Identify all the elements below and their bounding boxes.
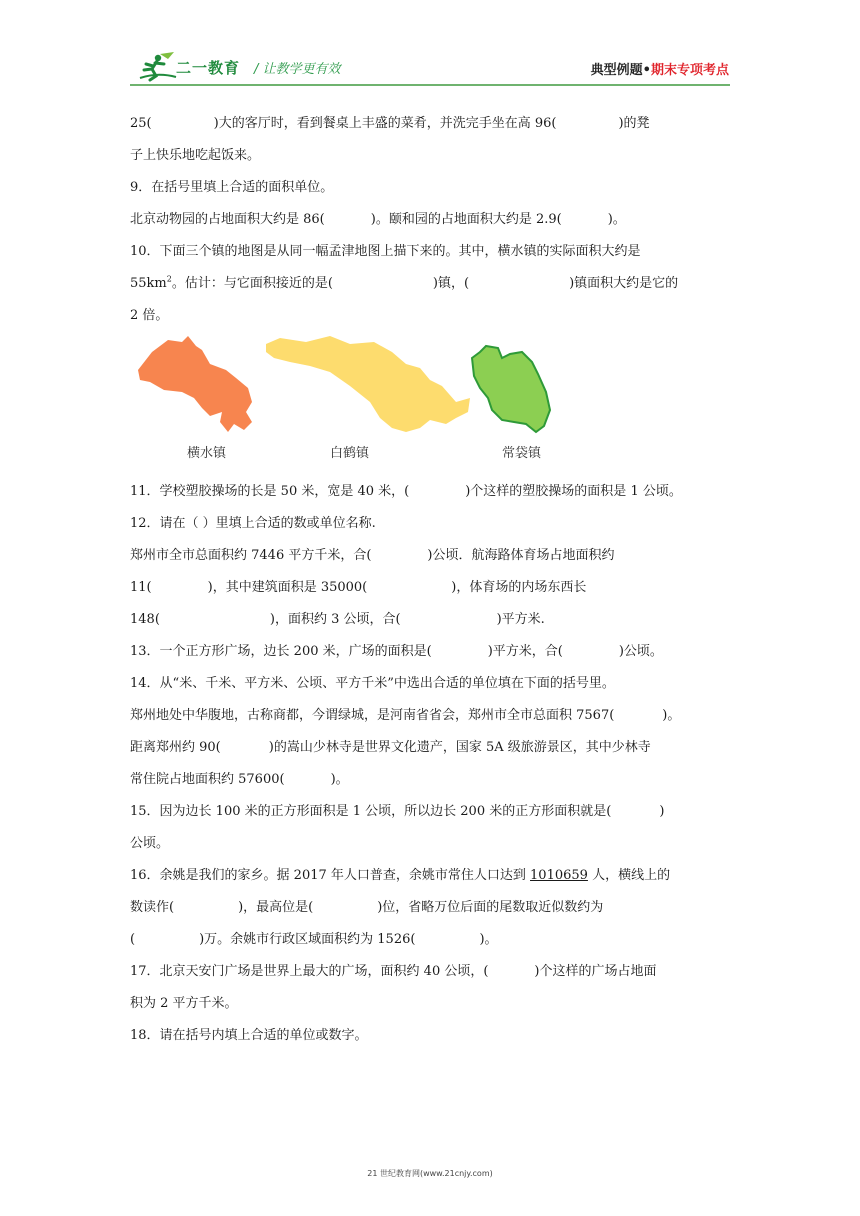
- text-line: 北京动物园的占地面积大约是 86( )。颐和园的占地面积大约是 2.9( )。: [130, 212, 626, 227]
- map-label-changdai: 常袋镇: [502, 446, 542, 461]
- underlined-number: 1010659: [530, 868, 588, 883]
- text-line: 数读作( )，最高位是( )位，省略万位后面的尾数取近似数约为: [130, 900, 604, 915]
- map-label-hengshui: 横水镇: [187, 446, 227, 461]
- baihe-town-shape: [266, 336, 470, 432]
- question-11: 11．学校塑胶操场的长是 50 米，宽是 40 米，( )个这样的塑胶操场的面积是 1 公顷。: [130, 484, 682, 499]
- text-line: 常住院占地面积约 57600( )。: [130, 772, 349, 787]
- page-content: [130, 108, 730, 1052]
- map-label-baihe: 白鹤镇: [330, 446, 370, 461]
- header-rule: [130, 84, 730, 86]
- text-line: 2 倍。: [130, 308, 169, 323]
- question-17: 17．北京天安门广场是世界上最大的广场，面积约 40 公顷，( )个这样的广场占地面: [130, 964, 657, 979]
- question-14: 14．从“米、千米、平方米、公顷、平方千米”中选出合适的单位填在下面的括号里。: [130, 676, 615, 691]
- question-15: 15．因为边长 100 米的正方形面积是 1 公顷，所以边长 200 米的正方形面积就是( ): [130, 804, 665, 819]
- hengshui-town-shape: [138, 336, 252, 432]
- brand-name: 二一教育: [176, 59, 241, 77]
- text-line: 11( )，其中建筑面积是 35000( )，体育场的内场东西长: [130, 580, 587, 595]
- town-maps: [130, 332, 730, 472]
- text-line: 148( )，面积约 3 公顷，合( )平方米.: [130, 612, 545, 627]
- text-line: 子上快乐地吃起饭来。: [130, 148, 261, 163]
- header-topic: 典型例题•期末专项考点: [590, 63, 729, 78]
- question-13: 13．一个正方形广场，边长 200 米，广场的面积是( )平方米，合( )公顷。: [130, 644, 663, 659]
- text-line: 距离郑州约 90( )的嵩山少林寺是世界文化遗产，国家 5A 级旅游景区，其中少林寺: [130, 740, 651, 755]
- text-line: 郑州地处中华腹地，古称商都，今谓绿城，是河南省省会，郑州市全市总面积 7567( )。: [130, 708, 681, 723]
- question-12: 12．请在（ ）里填上合适的数或单位名称.: [130, 516, 376, 531]
- text-line: 公顷。: [130, 836, 170, 851]
- text-line: 郑州市全市总面积约 7446 平方千米，合( )公顷．航海路体育场占地面积约: [130, 548, 615, 563]
- question-9: 9．在括号里填上合适的面积单位。: [130, 180, 334, 195]
- runner-logo-icon: [138, 50, 178, 82]
- changdai-town-shape: [472, 346, 550, 432]
- question-16: 16．余姚是我们的家乡。据 2017 年人口普查，余姚市常住人口达到 1010659 人，横线上的: [130, 868, 671, 883]
- page-footer: 21 世纪教育网(www.21cnjy.com): [367, 1169, 493, 1178]
- slogan: / 让教学更有效: [254, 62, 341, 77]
- question-10: 10．下面三个镇的地图是从同一幅孟津地图上描下来的。其中，横水镇的实际面积大约是: [130, 244, 641, 259]
- text-line: 25( )大的客厅时，看到餐桌上丰盛的菜肴，并洗完手坐在高 96( )的凳: [130, 116, 650, 131]
- text-line: 积为 2 平方千米。: [130, 996, 238, 1011]
- text-line: ( )万。余姚市行政区域面积约为 1526( )。: [130, 932, 498, 947]
- text-line: $55km^2$。估计：与它面积接近的是( )镇，( )镇面积大约是它的: [130, 274, 679, 291]
- question-18: 18．请在括号内填上合适的单位或数字。: [130, 1028, 368, 1043]
- page-header: [0, 0, 860, 100]
